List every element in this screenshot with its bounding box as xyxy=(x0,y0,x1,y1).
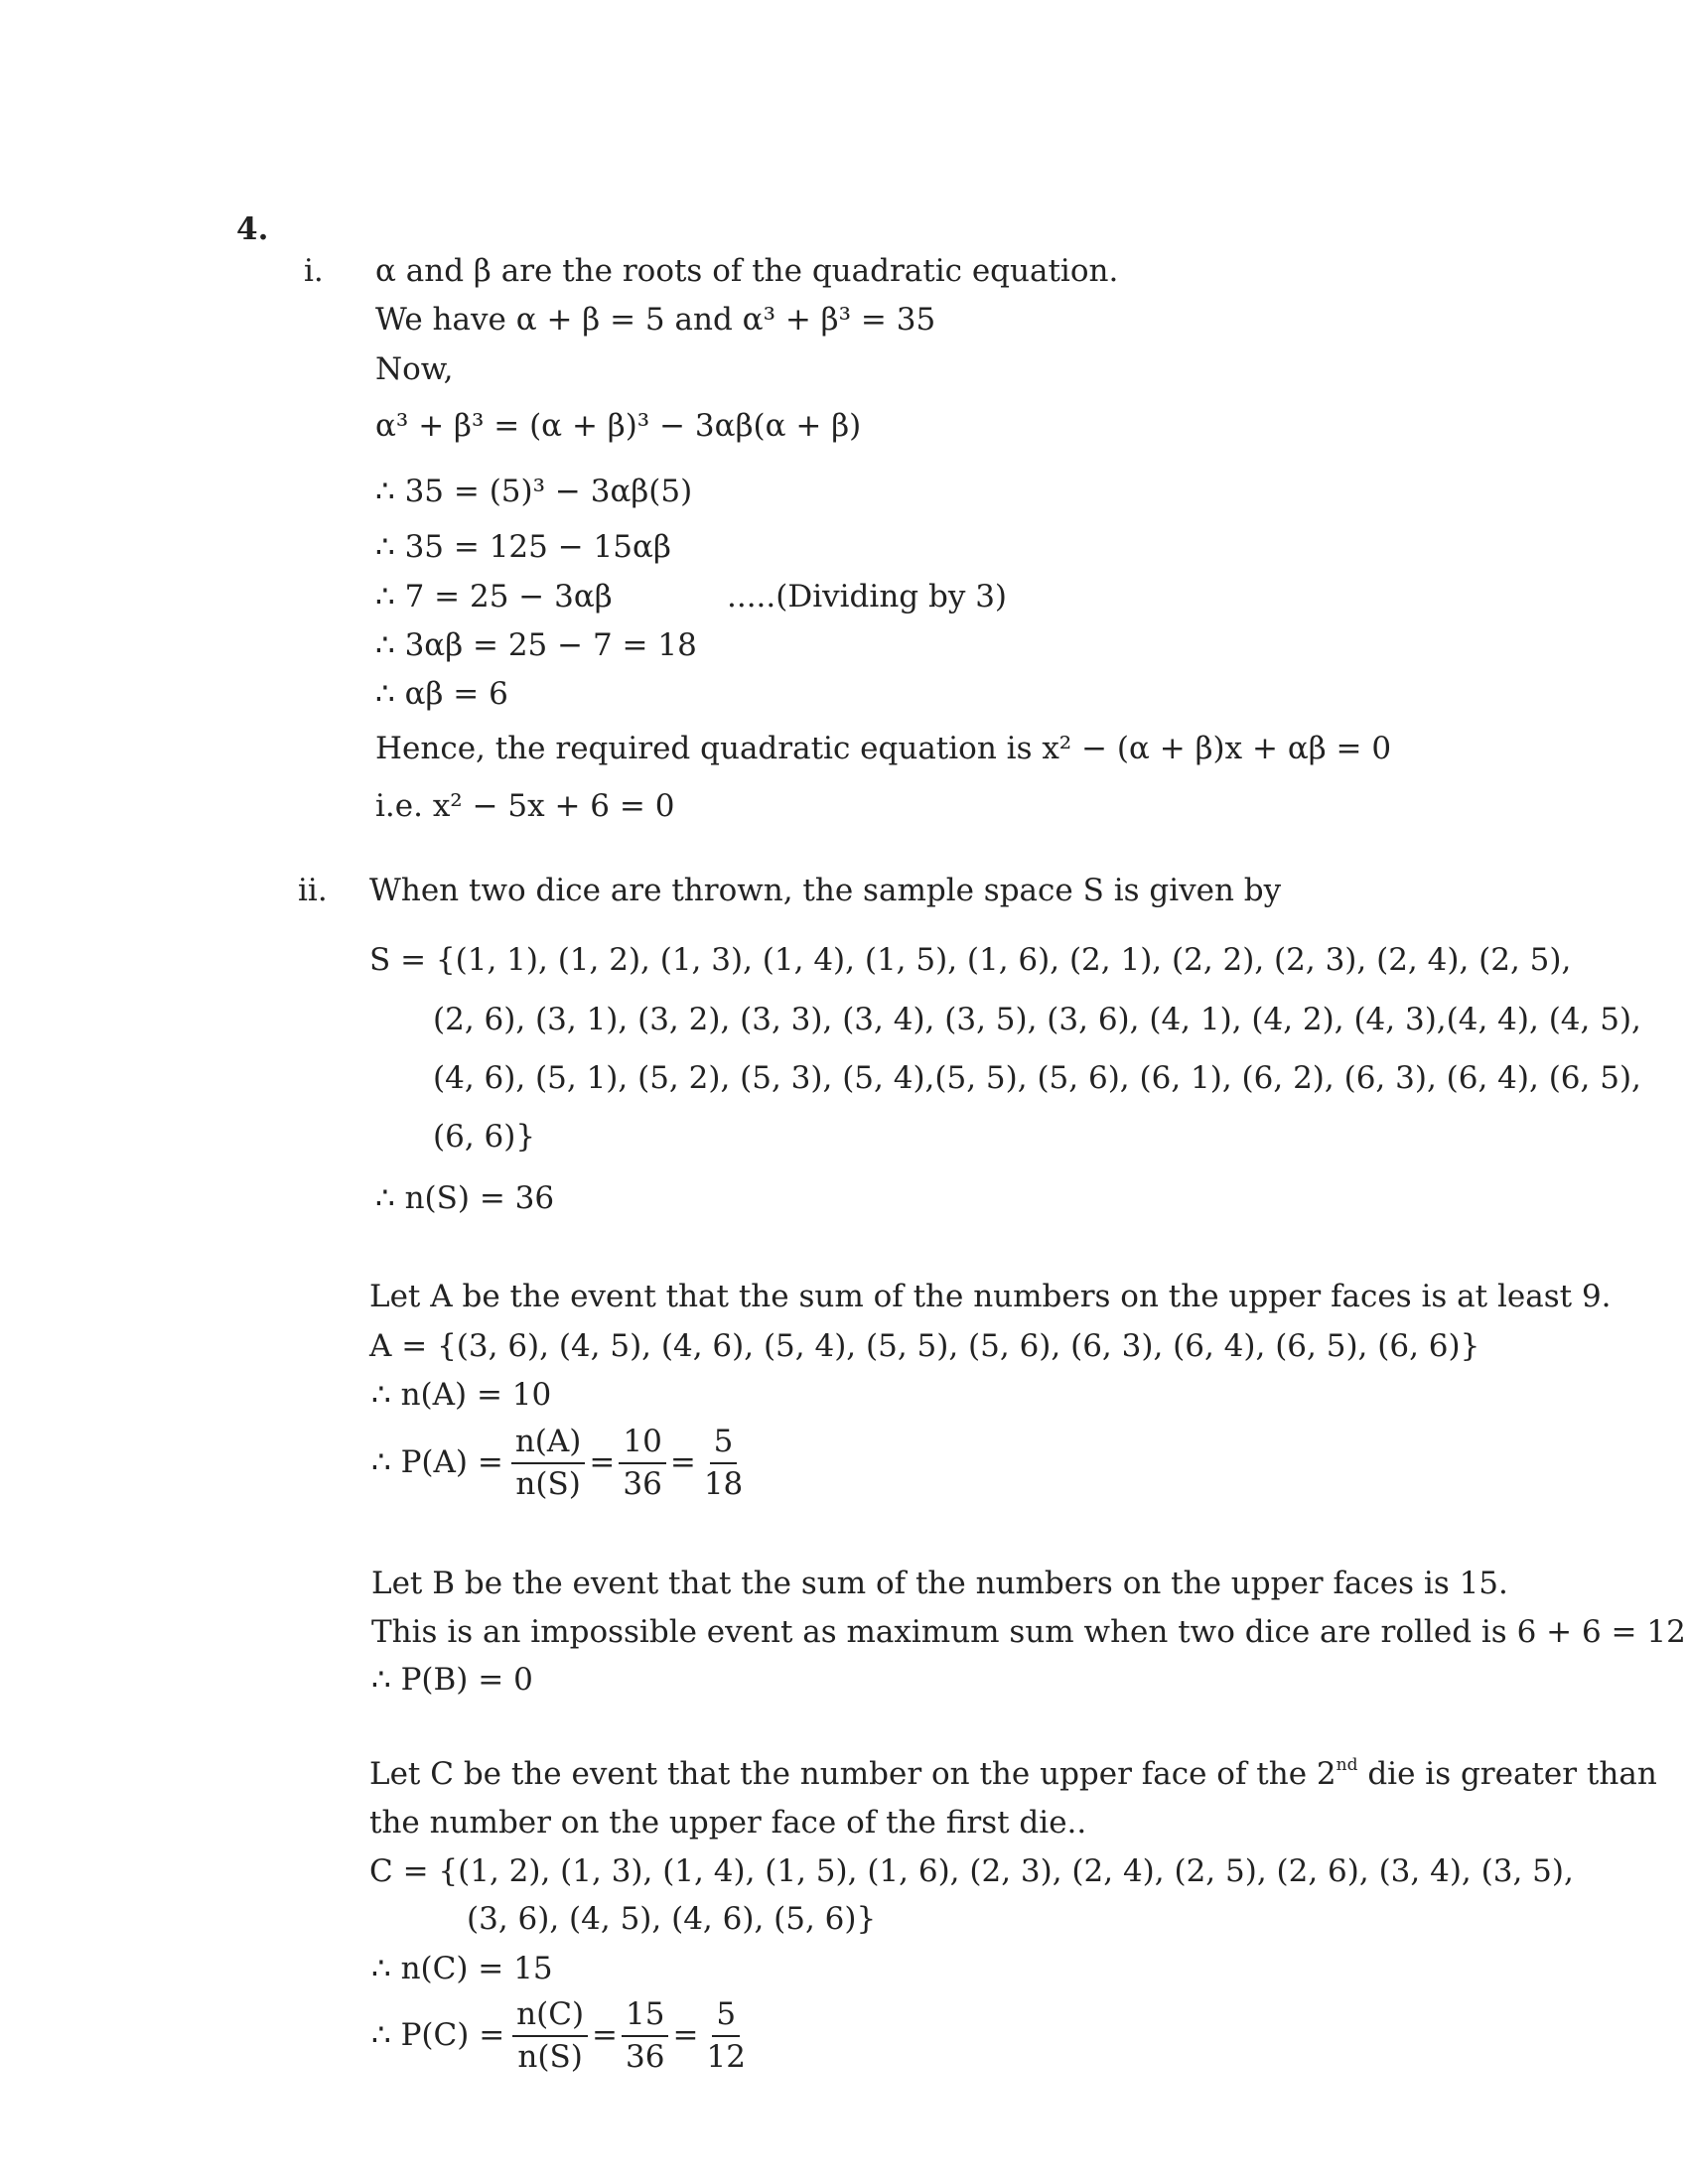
part-i-line-3: Now, xyxy=(375,351,454,387)
event-c-desc-post: die is greater than xyxy=(1357,1756,1657,1792)
event-a-count: ∴ n(A) = 10 xyxy=(371,1377,552,1413)
fraction-numerator: n(A) xyxy=(511,1426,586,1464)
prob-a-fraction-3 xyxy=(700,1426,747,1500)
part-i-line-10: Hence, the required quadratic equation is x² − (α + β)x + αβ = 0 xyxy=(375,731,1392,766)
equals-sign: = xyxy=(669,1444,696,1481)
fraction-numerator: n(C) xyxy=(512,1998,588,2037)
prob-a-fraction-1 xyxy=(511,1426,586,1500)
fraction-numerator: 10 xyxy=(619,1426,665,1464)
prob-a-lead: ∴ P(A) = xyxy=(371,1444,503,1481)
fraction-denominator: 36 xyxy=(626,2038,665,2075)
event-a-set: A = {(3, 6), (4, 5), (4, 6), (5, 4), (5, 5), (5, 6), (6, 3), (6, 4), (6, 5), (6, 6)} xyxy=(369,1328,1480,1364)
event-b-note: This is an impossible event as maximum sum when two dice are rolled is 6 + 6 = 12 xyxy=(371,1614,1686,1650)
event-b-probability: ∴ P(B) = 0 xyxy=(371,1662,533,1698)
part-i-line-11: i.e. x² − 5x + 6 = 0 xyxy=(375,788,675,824)
fraction-denominator: n(S) xyxy=(517,2038,583,2075)
prob-a-fraction-2 xyxy=(619,1426,665,1500)
part-i-line-2: We have α + β = 5 and α³ + β³ = 35 xyxy=(375,302,936,338)
event-a-description: Let A be the event that the sum of the numbers on the upper faces is at least 9. xyxy=(369,1279,1612,1314)
sample-space-line-3: (4, 6), (5, 1), (5, 2), (5, 3), (5, 4),(5, 5), (5, 6), (6, 1), (6, 2), (6, 3), (6, 4), (6, 5), xyxy=(433,1060,1641,1096)
fraction-numerator: 5 xyxy=(712,1998,740,2037)
part-i-line-8: ∴ 3αβ = 25 − 7 = 18 xyxy=(375,627,697,663)
part-i-line-5: ∴ 35 = (5)³ − 3αβ(5) xyxy=(375,474,693,509)
event-c-set-line-2: (3, 6), (4, 5), (4, 6), (5, 6)} xyxy=(467,1901,877,1937)
prob-c-fraction-1 xyxy=(512,1998,588,2073)
part-i-line-4: α³ + β³ = (α + β)³ − 3αβ(α + β) xyxy=(375,408,862,444)
sample-space-line-1: S = {(1, 1), (1, 2), (1, 3), (1, 4), (1, 5), (1, 6), (2, 1), (2, 2), (2, 3), (2, 4), (2, 5), xyxy=(369,942,1572,978)
part-i-label: i. xyxy=(304,253,324,289)
event-c-set-line-1: C = {(1, 2), (1, 3), (1, 4), (1, 5), (1, 6), (2, 3), (2, 4), (2, 5), (2, 6), (3, 4), (3, 5), xyxy=(369,1853,1574,1889)
fraction-denominator: 18 xyxy=(703,1465,744,1502)
sample-space-line-4: (6, 6)} xyxy=(433,1119,536,1155)
fraction-numerator: 15 xyxy=(622,1998,668,2037)
part-i-line-6: ∴ 35 = 125 − 15αβ xyxy=(375,529,671,565)
event-a-probability xyxy=(371,1426,751,1500)
fraction-denominator: 36 xyxy=(623,1465,662,1502)
prob-c-fraction-3 xyxy=(702,1998,749,2073)
event-c-description-line-2: the number on the upper face of the first die.. xyxy=(369,1805,1087,1841)
equals-sign: = xyxy=(589,1444,616,1481)
prob-c-lead: ∴ P(C) = xyxy=(371,2017,505,2054)
question-number: 4. xyxy=(236,211,269,247)
event-c-count: ∴ n(C) = 15 xyxy=(371,1951,553,1986)
part-ii-label: ii. xyxy=(298,873,328,908)
part-i-line-1: α and β are the roots of the quadratic equation. xyxy=(375,253,1119,289)
fraction-denominator: 12 xyxy=(706,2038,746,2075)
dividing-note: .....(Dividing by 3) xyxy=(727,579,1008,614)
event-b-description: Let B be the event that the sum of the numbers on the upper faces is 15. xyxy=(371,1566,1508,1601)
event-c-desc-pre: Let C be the event that the number on the upper face of the 2 xyxy=(369,1756,1336,1792)
equals-sign: = xyxy=(672,2017,699,2054)
sample-space-line-2: (2, 6), (3, 1), (3, 2), (3, 3), (3, 4), (3, 5), (3, 6), (4, 1), (4, 2), (4, 3),(4, 4), (4, 5), xyxy=(433,1002,1641,1037)
fraction-numerator: 5 xyxy=(710,1426,738,1464)
event-c-description-line-1 xyxy=(369,1754,1657,1792)
part-i-line-9: ∴ αβ = 6 xyxy=(375,676,508,712)
prob-c-fraction-2 xyxy=(622,1998,668,2073)
fraction-denominator: n(S) xyxy=(515,1465,581,1502)
ordinal-suffix: nd xyxy=(1336,1754,1358,1775)
part-ii-intro: When two dice are thrown, the sample space S is given by xyxy=(369,873,1282,908)
n-s: ∴ n(S) = 36 xyxy=(375,1180,555,1216)
equals-sign: = xyxy=(592,2017,619,2054)
event-c-probability xyxy=(371,1998,754,2073)
part-i-line-7: ∴ 7 = 25 − 3αβ xyxy=(375,579,613,614)
